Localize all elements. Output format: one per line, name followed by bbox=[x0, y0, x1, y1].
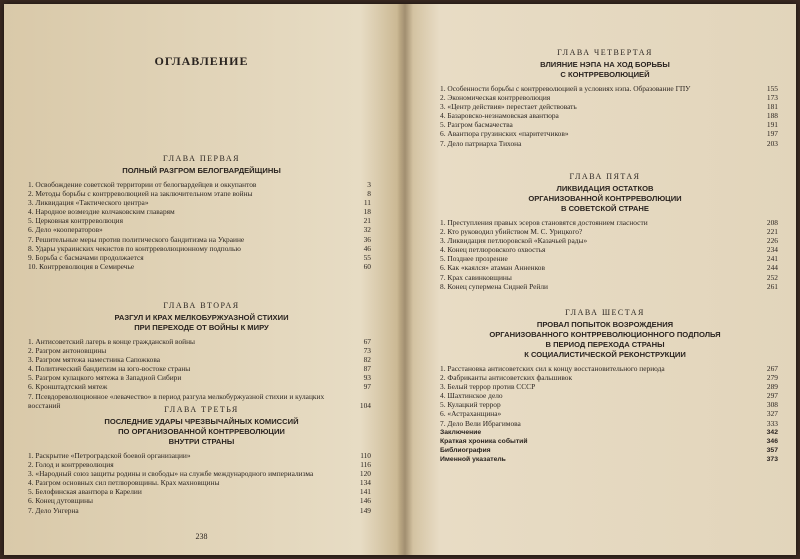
toc-entry-title: 2. Методы борьбы с контрреволюцией на заключительном этапе войны bbox=[28, 189, 253, 199]
toc-entry-title: 2. Фабриканты антисоветских фальшивок bbox=[440, 373, 573, 383]
toc-entry bbox=[414, 111, 796, 120]
toc-entry-page: 93 bbox=[363, 373, 371, 383]
chapter-title bbox=[4, 166, 399, 176]
toc-entry-page: 11 bbox=[363, 198, 371, 208]
toc-title: ОГЛАВЛЕНИЕ bbox=[154, 54, 249, 68]
toc-entry bbox=[414, 455, 796, 464]
toc-entry bbox=[414, 227, 796, 236]
toc-entry bbox=[4, 253, 399, 262]
toc-entry-title: 8. Конец супермена Сидней Рейли bbox=[440, 281, 548, 291]
toc-entry-title: 6. Дело «кооператоров» bbox=[28, 225, 103, 235]
chapter-3 bbox=[4, 405, 399, 515]
toc-entry bbox=[414, 245, 796, 254]
toc-entry bbox=[4, 382, 399, 391]
toc-entry bbox=[4, 346, 399, 355]
toc-entry-title: 1. Расстановка антисоветских сил к концу восстановительного периода bbox=[440, 364, 665, 373]
chapter-title bbox=[414, 184, 796, 214]
toc-entry-title: 3. Белый террор против СССР bbox=[440, 382, 536, 392]
toc-entry bbox=[414, 120, 796, 129]
toc-entry bbox=[4, 478, 399, 487]
toc-entry-title: 3. Разгром мятежа наместника Сапожкова bbox=[28, 355, 160, 365]
toc-entry-page: 149 bbox=[359, 505, 371, 515]
chapter-label: ГЛАВА ЧЕТВЕРТАЯ bbox=[557, 48, 653, 57]
chapter-4 bbox=[414, 48, 796, 148]
toc-entry bbox=[414, 373, 796, 382]
toc-entry-title: 4. Политический бандитизм на юго-востоке страны bbox=[28, 364, 191, 374]
chapter-title-line: ОРГАНИЗОВАННОЙ КОНТРРЕВОЛЮЦИИ bbox=[528, 194, 682, 203]
chapter-5 bbox=[414, 172, 796, 291]
toc-entry bbox=[414, 400, 796, 409]
toc-entry-page: 279 bbox=[766, 373, 778, 383]
toc-entry-title: 6. Как «каялся» атаман Анненков bbox=[440, 263, 545, 273]
toc-entry-title: 3. Ликвидация «Тактического центра» bbox=[28, 198, 149, 208]
toc-entry-title: 1. Особенности борьбы с контрреволюцией в условиях нэпа. Образование ГПУ bbox=[440, 84, 691, 93]
toc-entry bbox=[414, 382, 796, 391]
toc-entry-page: 46 bbox=[363, 243, 371, 253]
toc-entry-page: 173 bbox=[766, 93, 778, 103]
toc-entry-title: 5. Белофинская авантюра в Карелии bbox=[28, 487, 142, 497]
toc-entry bbox=[414, 364, 796, 373]
chapter-title-line: ВНУТРИ СТРАНЫ bbox=[168, 437, 235, 446]
toc-entry-page: 67 bbox=[363, 337, 371, 346]
toc-entry bbox=[414, 254, 796, 263]
toc-entry bbox=[4, 207, 399, 216]
toc-entry-page: 342 bbox=[766, 428, 778, 436]
toc-entry-page: 82 bbox=[363, 355, 371, 365]
toc-entry-page: 146 bbox=[359, 496, 371, 506]
toc-entry bbox=[414, 446, 796, 455]
toc-entry-page: 18 bbox=[363, 207, 371, 217]
toc-entry-title: Именной указатель bbox=[440, 455, 506, 463]
toc-entry-title: 3. «Центр действия» перестает действовать bbox=[440, 102, 577, 112]
toc-entry-title: 7. Дело Унгерна bbox=[28, 505, 79, 515]
book-gutter bbox=[397, 4, 413, 555]
toc-entry bbox=[414, 102, 796, 111]
chapter-entries bbox=[4, 337, 399, 410]
toc-entry-page: 191 bbox=[766, 120, 778, 130]
toc-entry bbox=[414, 84, 796, 93]
toc-entry-page: 87 bbox=[363, 364, 371, 374]
toc-entry bbox=[414, 139, 796, 148]
toc-entry-title: 2. Голод и контрреволюция bbox=[28, 460, 114, 470]
chapter-entries bbox=[4, 451, 399, 515]
toc-entry bbox=[4, 337, 399, 346]
toc-entry bbox=[414, 282, 796, 291]
toc-entry-title: 4. Народное возмездие колчаковским главарям bbox=[28, 207, 175, 217]
toc-entry-title: 6. Авантюра грузинских «паритетчиков» bbox=[440, 129, 569, 139]
toc-entry-page: 267 bbox=[766, 364, 778, 373]
toc-entry-page: 221 bbox=[766, 227, 778, 237]
toc-entry bbox=[4, 355, 399, 364]
toc-entry-page: 357 bbox=[766, 446, 778, 454]
toc-entry bbox=[4, 225, 399, 234]
toc-entry-title: 9. Борьба с басмачами продолжается bbox=[28, 252, 144, 262]
toc-entry-title: 5. Церковная контрреволюция bbox=[28, 216, 123, 226]
chapter-title-line: ПОСЛЕДНИЕ УДАРЫ ЧРЕЗВЫЧАЙНЫХ КОМИССИЙ bbox=[104, 417, 299, 426]
toc-entry bbox=[4, 496, 399, 505]
toc-entry-page: 203 bbox=[766, 138, 778, 148]
toc-entry-title: 2. Разгром антоновщины bbox=[28, 346, 107, 356]
toc-entry-title: 3. «Народный союз защиты родины и свободы» на службе международного империализма bbox=[28, 469, 314, 479]
toc-entry-page: 188 bbox=[766, 111, 778, 121]
toc-entry-page: 297 bbox=[766, 391, 778, 401]
toc-entry bbox=[414, 218, 796, 227]
toc-entry bbox=[4, 180, 399, 189]
toc-entry bbox=[4, 506, 399, 515]
toc-entry bbox=[4, 262, 399, 271]
toc-entry-page: 333 bbox=[766, 418, 778, 428]
toc-entry-title: 3. Ликвидация петлюровской «Казачьей рады» bbox=[440, 236, 588, 246]
toc-entry bbox=[4, 216, 399, 225]
toc-entry-page: 141 bbox=[359, 487, 371, 497]
chapter-title-line: РАЗГУЛ И КРАХ МЕЛКОБУРЖУАЗНОЙ СТИХИИ bbox=[114, 313, 289, 322]
chapter-title-line: ВЛИЯНИЕ НЭПА НА ХОД БОРЬБЫ bbox=[540, 60, 670, 69]
toc-entry-page: 181 bbox=[766, 102, 778, 112]
toc-entry bbox=[414, 391, 796, 400]
toc-entry-title: Краткая хроника событий bbox=[440, 437, 528, 445]
toc-entry-title: 10. Контрреволюция в Семиречье bbox=[28, 261, 135, 271]
toc-entry-page: 134 bbox=[359, 478, 371, 488]
toc-entry bbox=[4, 364, 399, 373]
toc-entry bbox=[4, 235, 399, 244]
chapter-title bbox=[4, 417, 399, 447]
toc-entry-page: 3 bbox=[367, 180, 371, 189]
toc-entry-page: 244 bbox=[766, 263, 778, 273]
toc-entry bbox=[4, 469, 399, 478]
toc-entry-title: 7. Дело Вели Ибрагимова bbox=[440, 418, 521, 428]
toc-entry-page: 21 bbox=[363, 216, 371, 226]
toc-entry bbox=[4, 460, 399, 469]
chapter-title-line: В СОВЕТСКОЙ СТРАНЕ bbox=[561, 204, 649, 213]
toc-entry-title: 6. «Астраханщина» bbox=[440, 409, 502, 419]
toc-entry-page: 120 bbox=[359, 469, 371, 479]
toc-entry bbox=[4, 244, 399, 253]
toc-entry-page: 289 bbox=[766, 382, 778, 392]
toc-entry-page: 234 bbox=[766, 245, 778, 255]
chapter-entries bbox=[414, 364, 796, 428]
toc-entry bbox=[414, 419, 796, 428]
chapter-label: ГЛАВА ТРЕТЬЯ bbox=[164, 405, 239, 414]
book-spread bbox=[4, 4, 796, 555]
toc-entry-page: 226 bbox=[766, 236, 778, 246]
toc-entry-title: 7. Крах савинковщины bbox=[440, 272, 512, 282]
toc-entry-page: 97 bbox=[363, 382, 371, 392]
toc-entry-title: 7. Псевдореволюционное «левачество» в период разгула мелкобуржуазной стихии и кулацких восстаний bbox=[28, 391, 325, 410]
toc-entry-page: 197 bbox=[766, 129, 778, 139]
toc-entry-title: Библиография bbox=[440, 446, 491, 454]
toc-entry-title: 4. Разгром основных сил петлюровщины. Крах махновщины bbox=[28, 478, 220, 488]
toc-entry-page: 252 bbox=[766, 272, 778, 282]
toc-entry-title: 2. Экономическая контрреволюция bbox=[440, 93, 551, 103]
chapter-title-line: ПРИ ПЕРЕХОДЕ ОТ ВОЙНЫ К МИРУ bbox=[134, 323, 269, 332]
chapter-entries bbox=[4, 180, 399, 271]
toc-entry-title: 5. Позднее прозрение bbox=[440, 254, 508, 264]
toc-entry-title: 5. Разгром кулацкого мятежа в Западной Сибири bbox=[28, 373, 182, 383]
chapter-entries bbox=[414, 218, 796, 291]
chapter-title-line: ПОЛНЫЙ РАЗГРОМ БЕЛОГВАРДЕЙЩИНЫ bbox=[122, 166, 281, 175]
toc-entry bbox=[414, 428, 796, 437]
right-page bbox=[414, 4, 796, 555]
chapter-label: ГЛАВА ПЯТАЯ bbox=[569, 172, 641, 181]
chapter-title-line: В ПЕРИОД ПЕРЕХОДА СТРАНЫ bbox=[545, 340, 665, 349]
toc-entry-title: 6. Кронштадтский мятеж bbox=[28, 382, 108, 392]
chapter-2 bbox=[4, 301, 399, 410]
toc-entry-page: 8 bbox=[367, 189, 371, 199]
chapter-label: ГЛАВА ВТОРАЯ bbox=[163, 301, 240, 310]
toc-entry bbox=[4, 189, 399, 198]
chapter-title-line: ПО ОРГАНИЗОВАННОЙ КОНТРРЕВОЛЮЦИИ bbox=[118, 427, 285, 436]
toc-entry-page: 110 bbox=[360, 451, 371, 460]
chapter-label: ГЛАВА ПЕРВАЯ bbox=[163, 154, 240, 163]
toc-entry-page: 32 bbox=[363, 225, 371, 235]
back-matter bbox=[414, 428, 796, 464]
toc-entry bbox=[4, 373, 399, 382]
chapter-title-line: К СОЦИАЛИСТИЧЕСКОЙ РЕКОНСТРУКЦИИ bbox=[524, 350, 686, 359]
toc-entry-page: 308 bbox=[766, 400, 778, 410]
toc-entry bbox=[4, 451, 399, 460]
toc-entry bbox=[4, 487, 399, 496]
toc-entry-page: 208 bbox=[766, 218, 778, 227]
toc-entry-page: 116 bbox=[360, 460, 371, 470]
toc-entry-page: 241 bbox=[766, 254, 778, 264]
left-page bbox=[4, 4, 399, 555]
page-number: 238 bbox=[195, 532, 208, 541]
toc-entry-page: 346 bbox=[766, 437, 778, 445]
toc-entry-title: Заключение bbox=[440, 428, 482, 436]
toc-entry-title: 7. Дело патриарха Тихона bbox=[440, 138, 522, 148]
toc-entry-title: 4. Шахтинское дело bbox=[440, 391, 503, 401]
toc-entry-title: 6. Конец дутовщины bbox=[28, 496, 94, 506]
chapter-label: ГЛАВА ШЕСТАЯ bbox=[565, 308, 645, 317]
toc-entry-page: 155 bbox=[766, 84, 778, 93]
toc-entry bbox=[414, 263, 796, 272]
toc-entry bbox=[414, 236, 796, 245]
toc-entry-page: 55 bbox=[363, 252, 371, 262]
toc-entry-title: 4. Конец петлюровского охвостья bbox=[440, 245, 546, 255]
toc-entry-page: 104 bbox=[359, 400, 371, 410]
toc-entry-title: 4. Базаровско-незнамовская авантюра bbox=[440, 111, 559, 121]
toc-entry-title: 5. Кулацкий террор bbox=[440, 400, 501, 410]
chapter-title-line: ЛИКВИДАЦИЯ ОСТАТКОВ bbox=[556, 184, 654, 193]
toc-entry-title: 2. Кто руководил убийством М. С. Урицкого? bbox=[440, 227, 583, 237]
toc-entry-title: 1. Освобождение советской территории от белогвардейцев и оккупантов bbox=[28, 180, 257, 189]
toc-entry-title: 1. Преступления правых эсеров становятся достоянием гласности bbox=[440, 218, 648, 227]
toc-entry bbox=[414, 273, 796, 282]
toc-entry bbox=[414, 93, 796, 102]
toc-entry bbox=[414, 409, 796, 418]
toc-entry-page: 73 bbox=[363, 346, 371, 356]
toc-entry-page: 373 bbox=[766, 455, 778, 463]
toc-entry-title: 7. Решительные меры против политического бандитизма на Украине bbox=[28, 234, 245, 244]
toc-entry-page: 36 bbox=[363, 234, 371, 244]
toc-entry-page: 327 bbox=[766, 409, 778, 419]
toc-entry bbox=[414, 437, 796, 446]
chapter-title bbox=[414, 320, 796, 360]
toc-entry-title: 1. Антисоветский лагерь в конце гражданской войны bbox=[28, 337, 196, 346]
toc-entry-title: 5. Разгром басмачества bbox=[440, 120, 513, 130]
toc-entry-page: 261 bbox=[766, 281, 778, 291]
chapter-entries bbox=[414, 84, 796, 148]
chapter-1 bbox=[4, 154, 399, 271]
toc-entry bbox=[414, 129, 796, 138]
chapter-title-line: С КОНТРРЕВОЛЮЦИЕЙ bbox=[560, 70, 650, 79]
toc-entry-page: 60 bbox=[363, 261, 371, 271]
toc-entry bbox=[4, 198, 399, 207]
chapter-6 bbox=[414, 308, 796, 464]
chapter-title bbox=[4, 313, 399, 333]
chapter-title bbox=[414, 60, 796, 80]
toc-entry-title: 1. Раскрытие «Петроградской боевой организации» bbox=[28, 451, 191, 460]
toc-entry-title: 8. Удары украинских чекистов по контрреволюционному подполью bbox=[28, 243, 241, 253]
chapter-title-line: ПРОВАЛ ПОПЫТОК ВОЗРОЖДЕНИЯ bbox=[536, 320, 674, 329]
chapter-title-line: ОРГАНИЗОВАННОГО КОНТРРЕВОЛЮЦИОННОГО ПОДПОЛЬЯ bbox=[489, 330, 721, 339]
